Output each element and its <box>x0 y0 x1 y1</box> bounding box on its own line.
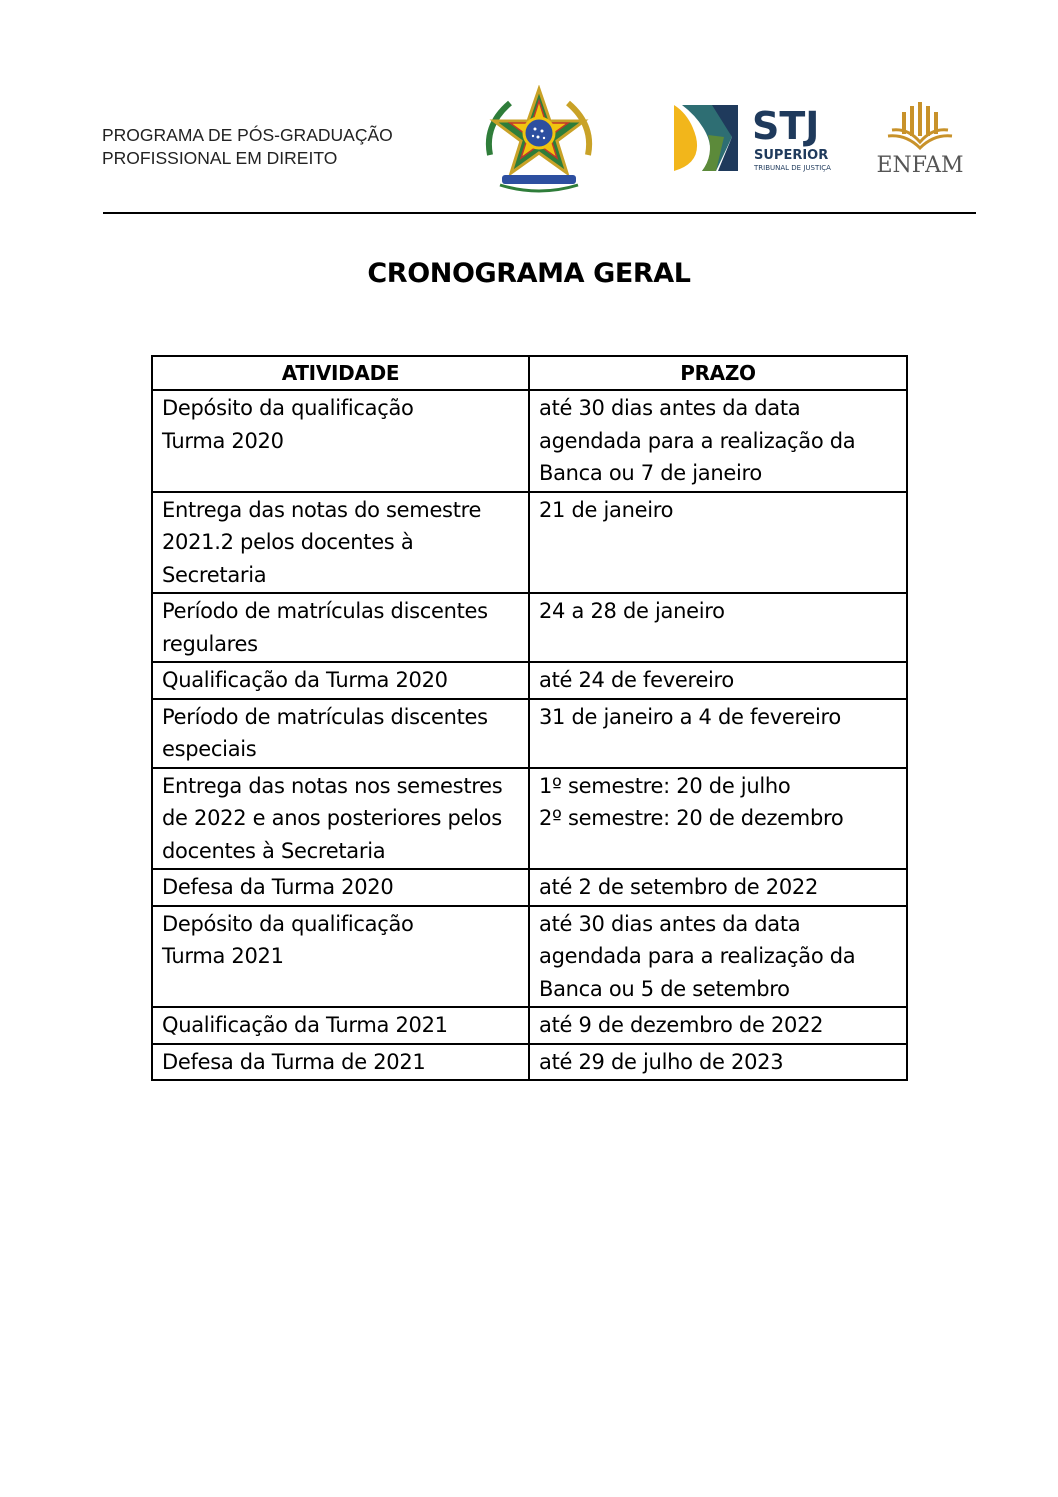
activity-cell <box>152 1044 529 1081</box>
table-row <box>152 768 907 870</box>
activity-cell-line: Defesa da Turma 2020 <box>162 875 394 899</box>
stj-logo <box>672 103 834 175</box>
deadline-cell-line: 21 de janeiro <box>539 497 674 522</box>
deadline-cell <box>529 699 907 768</box>
stj-logo-text: STJ <box>752 104 820 148</box>
deadline-cell-line: até 29 de julho de 2023 <box>539 1049 784 1074</box>
deadline-cell <box>529 390 907 492</box>
program-line-2: PROFISSIONAL EM DIREITO <box>102 148 338 168</box>
enfam-logo <box>874 100 966 178</box>
table-body <box>152 390 907 1080</box>
deadline-cell <box>529 492 907 594</box>
deadline-cell-line: até 2 de setembro de 2022 <box>539 875 819 899</box>
deadline-cell-line: até 30 dias antes da data <box>539 911 801 936</box>
page-title: CRONOGRAMA GERAL <box>367 258 691 289</box>
activity-cell-line: Defesa da Turma de 2021 <box>162 1049 426 1074</box>
activity-cell-line: Qualificação da Turma 2020 <box>162 668 448 692</box>
activity-cell-line: Período de matrículas discentes <box>162 599 488 623</box>
activity-cell-line: Depósito da qualificação <box>162 396 414 420</box>
activity-cell-line: regulares <box>162 631 258 656</box>
header-atividade: ATIVIDADE <box>152 356 529 390</box>
deadline-cell-line: 24 a 28 de janeiro <box>539 599 725 623</box>
stj-logo-sub2: TRIBUNAL DE JUSTIÇA <box>754 164 831 172</box>
header-divider <box>103 212 976 214</box>
activity-cell-line: Secretaria <box>162 562 267 587</box>
activity-cell <box>152 492 529 594</box>
brazil-coat-of-arms-icon <box>480 85 598 197</box>
deadline-cell-line: 2º semestre: 20 de dezembro <box>539 806 844 830</box>
deadline-cell <box>529 768 907 870</box>
table-row <box>152 492 907 594</box>
deadline-cell <box>529 1044 907 1081</box>
deadline-cell <box>529 906 907 1008</box>
activity-cell <box>152 390 529 492</box>
deadline-cell-line: agendada para a realização da <box>539 428 856 453</box>
activity-cell-line: Turma 2021 <box>162 944 284 968</box>
deadline-cell-line: 31 de janeiro a 4 de fevereiro <box>539 704 841 729</box>
activity-cell <box>152 869 529 906</box>
deadline-cell-line: até 9 de dezembro de 2022 <box>539 1013 824 1037</box>
table-row <box>152 1007 907 1044</box>
enfam-logo-text: ENFAM <box>876 153 964 178</box>
table-row <box>152 593 907 662</box>
table-row <box>152 906 907 1008</box>
deadline-cell-line: Banca ou 7 de janeiro <box>539 461 762 485</box>
activity-cell <box>152 699 529 768</box>
deadline-cell-line: até 30 dias antes da data <box>539 396 801 420</box>
activity-cell <box>152 906 529 1008</box>
deadline-cell-line: 1º semestre: 20 de julho <box>539 773 791 798</box>
schedule-table <box>151 355 908 1081</box>
activity-cell <box>152 768 529 870</box>
table-row <box>152 699 907 768</box>
activity-cell-line: de 2022 e anos posteriores pelos <box>162 806 502 830</box>
table-row <box>152 1044 907 1081</box>
activity-cell-line: 2021.2 pelos docentes à <box>162 530 414 554</box>
deadline-cell <box>529 1007 907 1044</box>
deadline-cell <box>529 593 907 662</box>
deadline-cell-line: Banca ou 5 de setembro <box>539 976 790 1001</box>
program-line-1: PROGRAMA DE PÓS-GRADUAÇÃO <box>102 125 393 145</box>
deadline-cell-line: até 24 de fevereiro <box>539 668 734 692</box>
program-name <box>102 124 393 170</box>
activity-cell <box>152 593 529 662</box>
activity-cell-line: Período de matrículas discentes <box>162 704 488 729</box>
activity-cell <box>152 662 529 699</box>
deadline-cell-line: agendada para a realização da <box>539 944 856 968</box>
activity-cell-line: especiais <box>162 737 257 761</box>
activity-cell-line: docentes à Secretaria <box>162 838 386 863</box>
header-prazo: PRAZO <box>529 356 907 390</box>
activity-cell-line: Entrega das notas nos semestres <box>162 773 503 798</box>
activity-cell-line: Depósito da qualificação <box>162 911 414 936</box>
table-header-row <box>152 356 907 390</box>
activity-cell <box>152 1007 529 1044</box>
deadline-cell <box>529 869 907 906</box>
activity-cell-line: Turma 2020 <box>162 428 284 453</box>
activity-cell-line: Entrega das notas do semestre <box>162 497 482 522</box>
table-row <box>152 869 907 906</box>
table-row <box>152 390 907 492</box>
activity-cell-line: Qualificação da Turma 2021 <box>162 1013 448 1037</box>
deadline-cell <box>529 662 907 699</box>
table-row <box>152 662 907 699</box>
stj-logo-sub1: SUPERIOR <box>754 148 829 163</box>
